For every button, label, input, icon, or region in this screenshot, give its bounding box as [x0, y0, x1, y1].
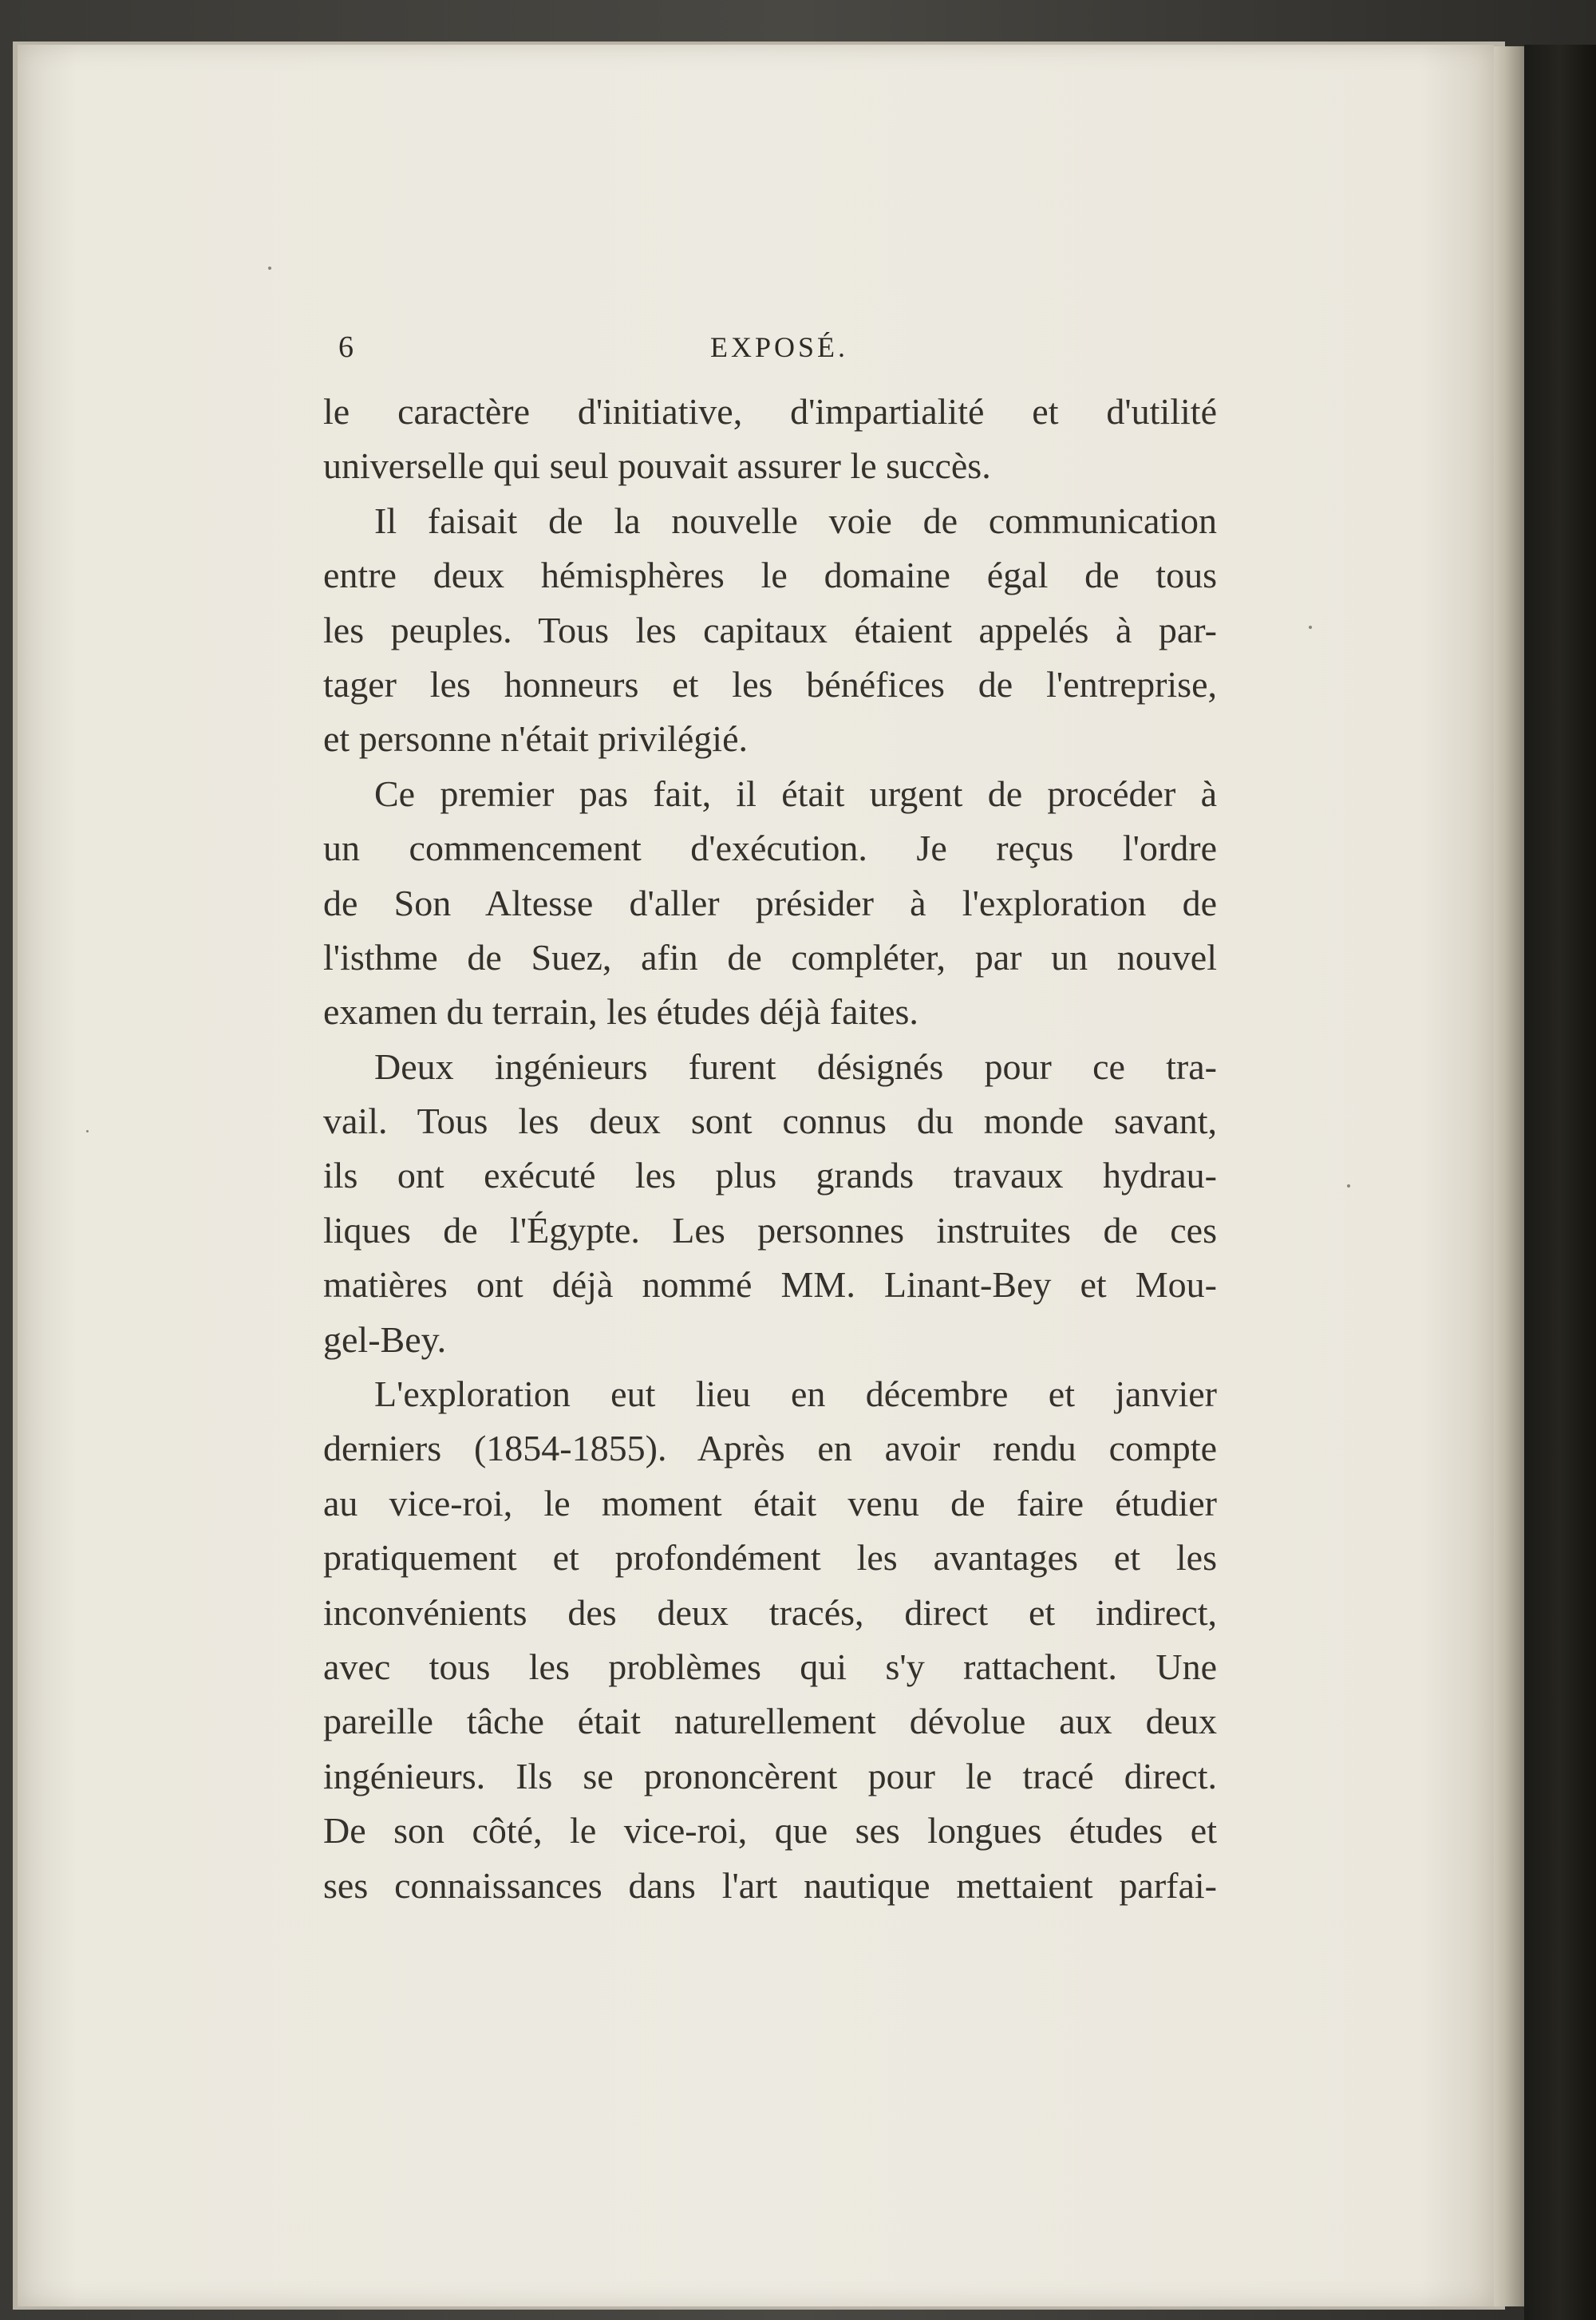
text-line: Deux ingénieurs furent désignés pour ce tra-: [374, 1045, 1217, 1087]
text-line: tager les honneurs et les bénéfices de l'entreprise,: [323, 663, 1217, 705]
text-line: entre deux hémisphères le domaine égal de tous: [323, 555, 1217, 596]
text-line: vail. Tous les deux sont connus du monde savant,: [323, 1101, 1217, 1142]
paper-speck: [268, 267, 271, 270]
text-line: De son côté, le vice-roi, que ses longues études et: [323, 1810, 1217, 1852]
page-header: [338, 327, 1220, 367]
text-line: les peuples. Tous les capitaux étaient appelés à par-: [323, 609, 1217, 650]
text-line: au vice-roi, le moment était venu de faire étudier: [323, 1482, 1217, 1524]
text-line: universelle qui seul pouvait assurer le succès.: [323, 445, 991, 487]
text-line: de Son Altesse d'aller présider à l'exploration de: [323, 882, 1217, 923]
text-line: derniers (1854-1855). Après en avoir rendu compte: [323, 1428, 1217, 1469]
paper-speck: [1309, 626, 1312, 629]
text-line: ingénieurs. Ils se prononcèrent pour le tracé direct.: [323, 1755, 1217, 1796]
running-title: EXPOSÉ.: [709, 331, 849, 363]
text-line: l'isthme de Suez, afin de compléter, par un nouvel: [323, 936, 1217, 978]
paper-speck: [1347, 1184, 1350, 1188]
text-line: avec tous les problèmes qui s'y rattachent. Une: [323, 1646, 1217, 1687]
text-line: un commencement d'exécution. Je reçus l'ordre: [323, 828, 1217, 869]
text-line: pareille tâche était naturellement dévolue aux deux: [323, 1701, 1217, 1742]
body-text: [323, 385, 1217, 1913]
text-line: inconvénients des deux tracés, direct et indirect,: [323, 1591, 1217, 1633]
text-line: et personne n'était privilégié.: [323, 718, 748, 760]
text-line: L'exploration eut lieu en décembre et janvier: [374, 1373, 1217, 1415]
text-line: gel-Bey.: [323, 1318, 447, 1360]
text-line: ses connaissances dans l'art nautique mettaient parfai-: [323, 1864, 1217, 1906]
page-number: 6: [338, 330, 354, 364]
page-edge: [1494, 46, 1524, 2306]
text-line: examen du terrain, les études déjà faites.: [323, 991, 918, 1033]
text-line: liques de l'Égypte. Les personnes instruites de ces: [323, 1209, 1217, 1251]
paper-speck: [86, 1130, 89, 1132]
text-line: matières ont déjà nommé MM. Linant-Bey et Mou-: [323, 1264, 1217, 1306]
text-line: pratiquement et profondément les avantages et les: [323, 1537, 1217, 1579]
text-line: ils ont exécuté les plus grands travaux hydrau-: [323, 1155, 1217, 1196]
text-line: Il faisait de la nouvelle voie de communication: [374, 500, 1217, 541]
book-binding: [1524, 45, 1596, 2320]
text-line: Ce premier pas fait, il était urgent de procéder à: [374, 773, 1217, 814]
text-line: le caractère d'initiative, d'impartialité et d'utilité: [323, 391, 1217, 432]
